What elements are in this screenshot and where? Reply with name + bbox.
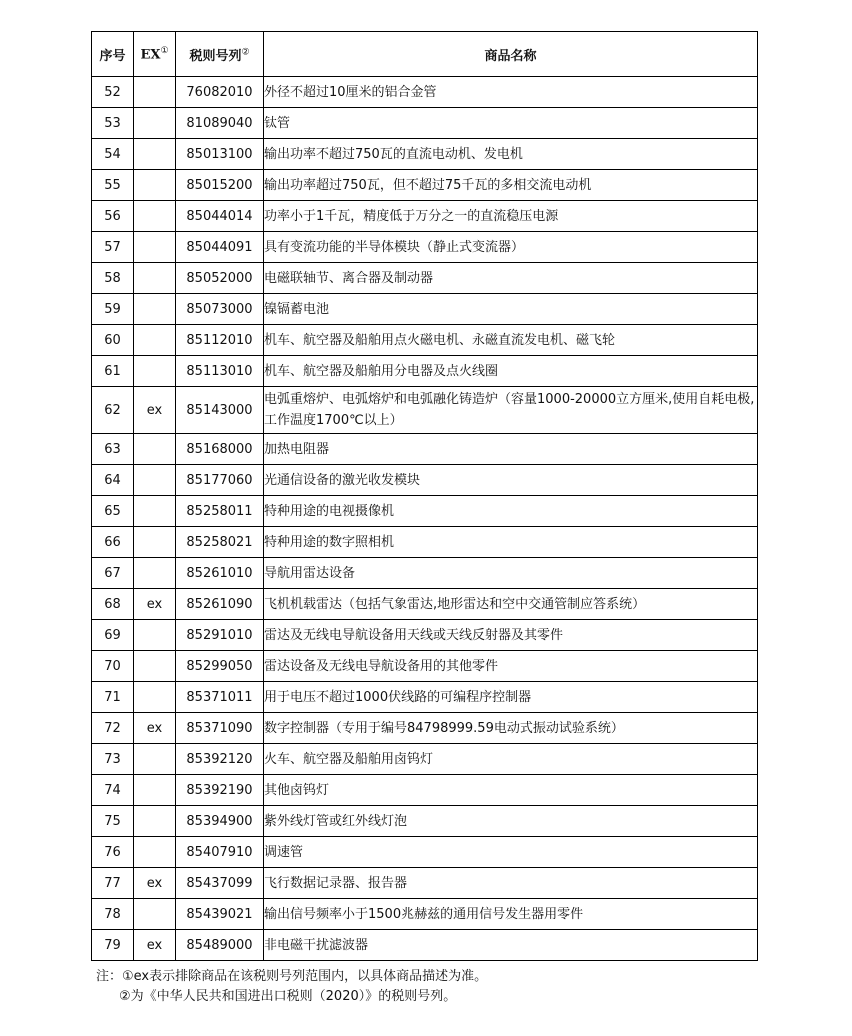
row-code: 85168000: [176, 434, 264, 465]
tariff-table: [91, 31, 758, 961]
row-code: 85073000: [176, 294, 264, 325]
row-name: 调速管: [264, 837, 758, 868]
row-name: 特种用途的电视摄像机: [264, 496, 758, 527]
row-code: 85052000: [176, 263, 264, 294]
row-seq: 79: [92, 930, 134, 961]
row-seq: 53: [92, 108, 134, 139]
row-seq: 72: [92, 713, 134, 744]
row-name: 电磁联轴节、离合器及制动器: [264, 263, 758, 294]
row-seq: 62: [92, 387, 134, 434]
table-body: [92, 77, 758, 961]
row-seq: 55: [92, 170, 134, 201]
row-ex: [134, 558, 176, 589]
table-row: [92, 806, 758, 837]
row-ex: [134, 620, 176, 651]
row-code: 85291010: [176, 620, 264, 651]
row-ex: [134, 201, 176, 232]
row-seq: 65: [92, 496, 134, 527]
table-row: [92, 620, 758, 651]
row-name: 雷达及无线电导航设备用天线或天线反射器及其零件: [264, 620, 758, 651]
row-ex: [134, 232, 176, 263]
row-seq: 58: [92, 263, 134, 294]
row-seq: 64: [92, 465, 134, 496]
row-ex: [134, 434, 176, 465]
row-ex: [134, 651, 176, 682]
row-code: 85371011: [176, 682, 264, 713]
row-ex: [134, 139, 176, 170]
row-name: 输出信号频率小于1500兆赫兹的通用信号发生器用零件: [264, 899, 758, 930]
table-row: [92, 496, 758, 527]
table-header-row: [92, 32, 758, 77]
ex-footnote-mark: ①: [160, 45, 169, 56]
row-name: 雷达设备及无线电导航设备用的其他零件: [264, 651, 758, 682]
row-code: 85113010: [176, 356, 264, 387]
row-ex: ex: [134, 713, 176, 744]
row-ex: [134, 496, 176, 527]
row-code: 85261090: [176, 589, 264, 620]
table-row: [92, 930, 758, 961]
row-name: 其他卤钨灯: [264, 775, 758, 806]
row-name: 具有变流功能的半导体模块（静止式变流器）: [264, 232, 758, 263]
row-code: 85261010: [176, 558, 264, 589]
row-name: 输出功率超过750瓦，但不超过75千瓦的多相交流电动机: [264, 170, 758, 201]
row-name: 飞机机载雷达（包括气象雷达,地形雷达和空中交通管制应答系统）: [264, 589, 758, 620]
table-row: [92, 263, 758, 294]
header-name: 商品名称: [264, 32, 758, 77]
row-name: 紫外线灯管或红外线灯泡: [264, 806, 758, 837]
row-name: 输出功率不超过750瓦的直流电动机、发电机: [264, 139, 758, 170]
row-ex: [134, 325, 176, 356]
table-row: [92, 899, 758, 930]
row-seq: 57: [92, 232, 134, 263]
footnotes: [96, 967, 487, 1007]
code-footnote-mark: ②: [241, 47, 250, 58]
row-ex: [134, 465, 176, 496]
row-name: 钛管: [264, 108, 758, 139]
table-row: [92, 744, 758, 775]
row-ex: ex: [134, 868, 176, 899]
table-row: [92, 558, 758, 589]
row-seq: 60: [92, 325, 134, 356]
footnote-2: ②为《中华人民共和国进出口税则（2020）》的税则号列。: [119, 989, 457, 1004]
row-code: 85299050: [176, 651, 264, 682]
row-ex: ex: [134, 387, 176, 434]
row-name: 加热电阻器: [264, 434, 758, 465]
table-row: [92, 387, 758, 434]
row-seq: 54: [92, 139, 134, 170]
row-code: 85258021: [176, 527, 264, 558]
table-row: [92, 170, 758, 201]
row-ex: [134, 294, 176, 325]
row-ex: ex: [134, 930, 176, 961]
row-code: 85015200: [176, 170, 264, 201]
row-seq: 76: [92, 837, 134, 868]
row-code: 81089040: [176, 108, 264, 139]
row-name: 导航用雷达设备: [264, 558, 758, 589]
table-row: [92, 325, 758, 356]
row-code: 85013100: [176, 139, 264, 170]
row-code: 85437099: [176, 868, 264, 899]
row-seq: 61: [92, 356, 134, 387]
footnote-1: 注：①ex表示排除商品在该税则号列范围内，以具体商品描述为准。: [96, 969, 488, 984]
row-name: 镍镉蓄电池: [264, 294, 758, 325]
row-ex: [134, 263, 176, 294]
row-seq: 77: [92, 868, 134, 899]
row-ex: [134, 170, 176, 201]
row-seq: 78: [92, 899, 134, 930]
table-row: [92, 139, 758, 170]
row-code: 85044014: [176, 201, 264, 232]
row-code: 85258011: [176, 496, 264, 527]
row-ex: [134, 356, 176, 387]
row-name: 非电磁干扰滤波器: [264, 930, 758, 961]
table-row: [92, 589, 758, 620]
row-code: 76082010: [176, 77, 264, 108]
row-seq: 74: [92, 775, 134, 806]
row-name: 特种用途的数字照相机: [264, 527, 758, 558]
table-row: [92, 434, 758, 465]
row-seq: 75: [92, 806, 134, 837]
header-seq: 序号: [92, 32, 134, 77]
table-row: [92, 527, 758, 558]
table-row: [92, 232, 758, 263]
row-seq: 70: [92, 651, 134, 682]
row-code: 85112010: [176, 325, 264, 356]
row-ex: [134, 108, 176, 139]
table-row: [92, 682, 758, 713]
row-name: 光通信设备的激光收发模块: [264, 465, 758, 496]
table-row: [92, 108, 758, 139]
row-seq: 71: [92, 682, 134, 713]
row-name: 用于电压不超过1000伏线路的可编程序控制器: [264, 682, 758, 713]
table-row: [92, 713, 758, 744]
row-code: 85407910: [176, 837, 264, 868]
row-name: 火车、航空器及船舶用卤钨灯: [264, 744, 758, 775]
table-row: [92, 868, 758, 899]
row-code: 85044091: [176, 232, 264, 263]
row-seq: 68: [92, 589, 134, 620]
row-name: 飞行数据记录器、报告器: [264, 868, 758, 899]
row-code: 85489000: [176, 930, 264, 961]
row-ex: [134, 899, 176, 930]
row-ex: [134, 682, 176, 713]
row-name: 电弧重熔炉、电弧熔炉和电弧融化铸造炉（容量1000-20000立方厘米,使用自耗电极,工作温度1700℃以上）: [264, 387, 758, 434]
table-row: [92, 294, 758, 325]
row-name: 功率小于1千瓦，精度低于万分之一的直流稳压电源: [264, 201, 758, 232]
row-seq: 73: [92, 744, 134, 775]
row-seq: 63: [92, 434, 134, 465]
row-seq: 66: [92, 527, 134, 558]
row-seq: 67: [92, 558, 134, 589]
row-name: 外径不超过10厘米的铝合金管: [264, 77, 758, 108]
row-ex: [134, 77, 176, 108]
row-ex: ex: [134, 589, 176, 620]
row-seq: 56: [92, 201, 134, 232]
table-row: [92, 77, 758, 108]
table-row: [92, 651, 758, 682]
row-ex: [134, 806, 176, 837]
row-code: 85394900: [176, 806, 264, 837]
row-seq: 59: [92, 294, 134, 325]
row-code: 85177060: [176, 465, 264, 496]
table-row: [92, 837, 758, 868]
header-ex: EX①: [134, 32, 176, 77]
row-seq: 52: [92, 77, 134, 108]
row-ex: [134, 527, 176, 558]
row-ex: [134, 837, 176, 868]
row-code: 85439021: [176, 899, 264, 930]
row-name: 数字控制器（专用于编号84798999.59电动式振动试验系统）: [264, 713, 758, 744]
row-name: 机车、航空器及船舶用点火磁电机、永磁直流发电机、磁飞轮: [264, 325, 758, 356]
row-code: 85143000: [176, 387, 264, 434]
row-code: 85371090: [176, 713, 264, 744]
table-row: [92, 465, 758, 496]
row-code: 85392120: [176, 744, 264, 775]
header-code: 税则号列②: [176, 32, 264, 77]
table-row: [92, 775, 758, 806]
table-row: [92, 201, 758, 232]
row-name: 机车、航空器及船舶用分电器及点火线圈: [264, 356, 758, 387]
row-ex: [134, 744, 176, 775]
row-ex: [134, 775, 176, 806]
table-row: [92, 356, 758, 387]
row-seq: 69: [92, 620, 134, 651]
row-code: 85392190: [176, 775, 264, 806]
